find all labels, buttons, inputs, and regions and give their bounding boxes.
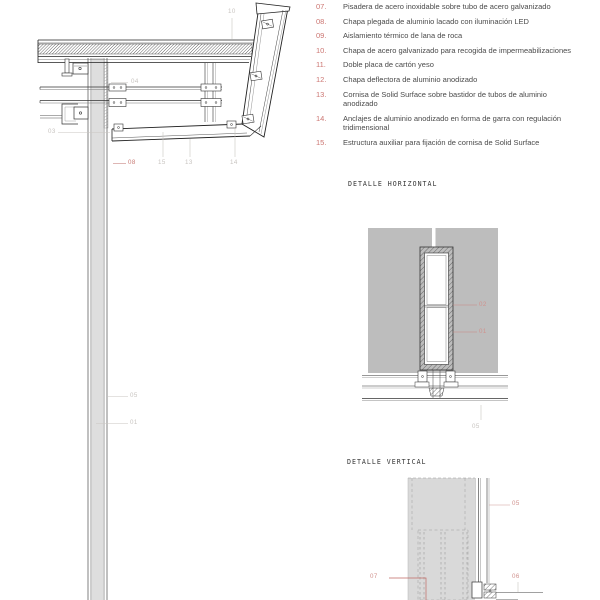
legend-item-08 <box>316 17 598 27</box>
callout-04: 04 <box>131 78 139 85</box>
legend-number: 14. <box>316 113 327 123</box>
legend-item-13 <box>316 90 598 109</box>
bottom-frame-bracket <box>472 582 543 600</box>
callout-02-horizontal: 02 <box>479 301 487 308</box>
callout-15: 15 <box>158 159 166 166</box>
legend-text: Chapa deflectora de aluminio anodizado <box>343 74 478 84</box>
cornice-plan-section <box>420 247 453 370</box>
wall-section-fill <box>408 478 475 600</box>
callout-10: 10 <box>228 8 236 15</box>
callout-13: 13 <box>185 159 193 166</box>
callout-05-vertical: 05 <box>512 500 520 507</box>
legend-item-14 <box>316 114 598 133</box>
legend-text: Cornisa de Solid Surface sobre bastidor de tubos de aluminio anodizado <box>343 89 547 109</box>
legend-number: 15. <box>316 137 327 147</box>
callout-07-vertical: 07 <box>370 573 378 580</box>
callout-01-main: 01 <box>130 419 138 426</box>
vertical-detail-title: DETALLE VERTICAL <box>347 458 427 466</box>
mullion-plan-assembly <box>362 370 508 401</box>
legend-item-07 <box>316 2 598 12</box>
roof-slab <box>38 40 256 63</box>
legend-number: 11. <box>316 60 326 70</box>
legend-item-10 <box>316 46 598 56</box>
legend-number: 08. <box>316 16 327 26</box>
legend-item-15 <box>316 138 598 148</box>
legend-text: Pisadera de acero inoxidable sobre tubo de acero galvanizado <box>343 2 551 11</box>
legend-item-12 <box>316 75 598 85</box>
legend-text: Doble placa de cartón yeso <box>343 60 434 70</box>
horizontal-detail-drawing <box>360 220 510 455</box>
inclined-fascia <box>242 3 290 137</box>
glazing-section <box>476 478 490 583</box>
legend-item-09 <box>316 31 598 41</box>
legend-text: Estructura auxiliar para fijación de cornisa de Solid Surface <box>343 137 540 147</box>
vertical-detail-drawing <box>340 470 600 600</box>
left-anchor-brackets <box>40 59 88 124</box>
legend-number: 07. <box>316 2 327 11</box>
legend-number: 10. <box>316 45 327 55</box>
callout-06-vertical: 06 <box>512 573 520 580</box>
callout-03: 03 <box>48 128 56 135</box>
legend-text: Aislamiento térmico de lana de roca <box>343 31 463 41</box>
callout-14: 14 <box>230 159 238 166</box>
legend-text: Chapa de acero galvanizado para recogida de impermeabilizaciones <box>343 45 572 55</box>
callout-08: 08 <box>128 159 136 166</box>
callout-05-horizontal: 05 <box>472 423 480 430</box>
legend-item-11 <box>316 60 598 70</box>
legend-text: Chapa plegada de aluminio lacado con iluminación LED <box>343 16 529 26</box>
callout-05-main: 05 <box>130 392 138 399</box>
callout-01-horizontal: 01 <box>479 328 487 335</box>
legend-text: Anclajes de aluminio anodizado en forma de garra con regulación tridimensional <box>343 113 562 133</box>
legend-list <box>316 2 598 153</box>
horizontal-detail-title: DETALLE HORIZONTAL <box>348 180 438 188</box>
legend-number: 09. <box>316 31 327 41</box>
legend-number: 13. <box>316 89 327 99</box>
facade-column <box>88 58 108 600</box>
main-leader-lines <box>58 18 235 424</box>
cornice-soffit <box>112 121 261 141</box>
legend-number: 12. <box>316 74 327 84</box>
